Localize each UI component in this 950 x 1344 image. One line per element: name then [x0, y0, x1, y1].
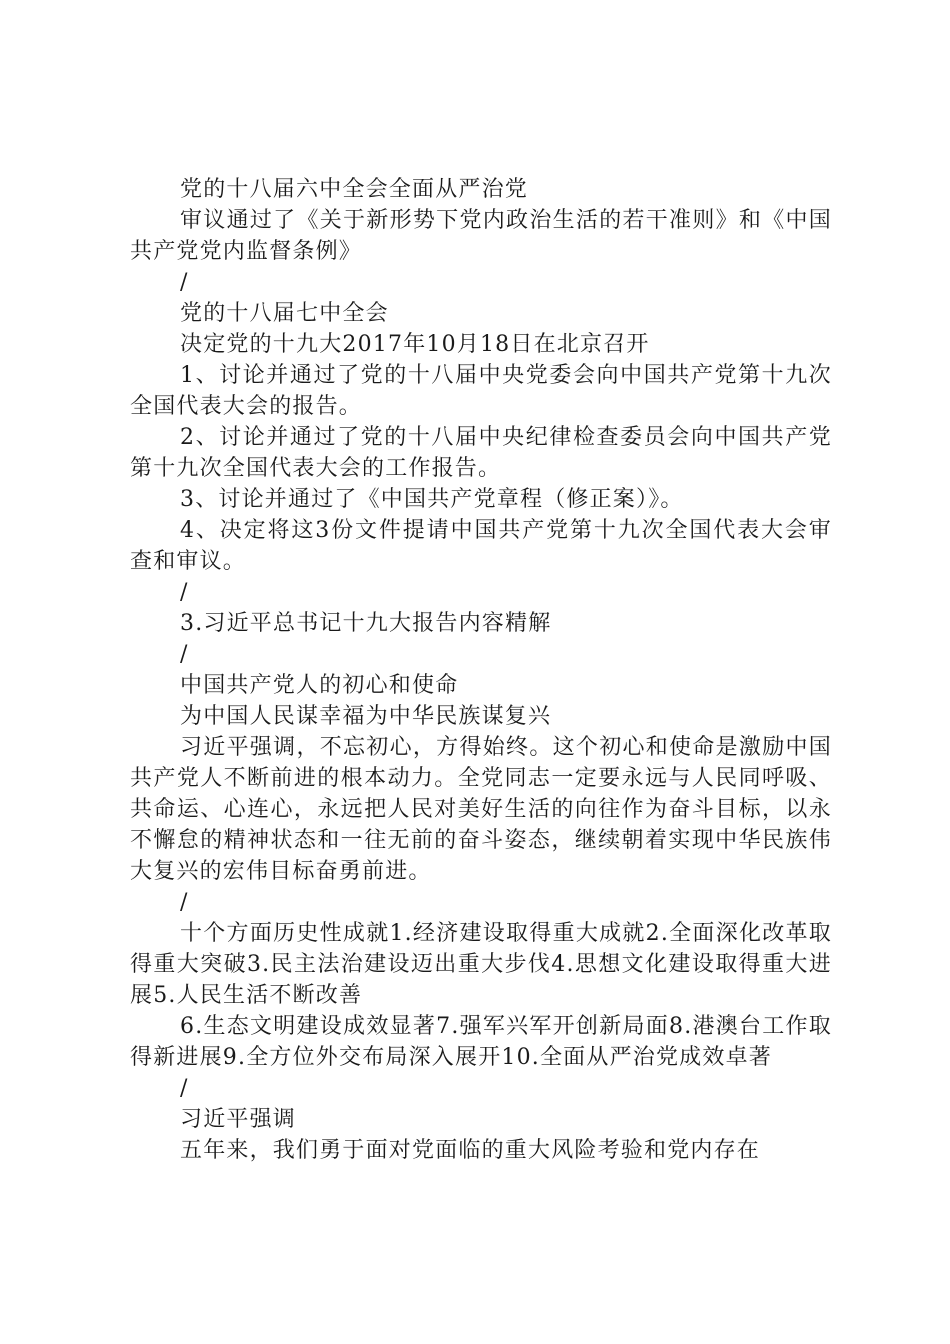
paragraph-heading-seventh-plenum: 党的十八届七中全会: [180, 301, 389, 326]
paragraph-heading-emphasis: 习近平强调: [180, 1107, 297, 1132]
paragraph-heading-sixth-plenum: 党的十八届六中全会全面从严治党: [180, 177, 529, 202]
paragraph-separator: /: [180, 270, 189, 295]
paragraph-heading-mission: 中国共产党人的初心和使命: [180, 673, 459, 698]
paragraph-item-3: 3、讨论并通过了《中国共产党章程（修正案）》。: [180, 487, 684, 512]
paragraph-item-1: 1、讨论并通过了党的十八届中央党委会向中国共产党第十九次全国代表大会的报告。: [130, 363, 832, 419]
paragraph-congress-date: 决定党的十九大2017年10月18日在北京召开: [180, 332, 650, 357]
paragraph-separator: /: [180, 890, 189, 915]
paragraph-regulations: 审议通过了《关于新形势下党内政治生活的若干准则》和《中国共产党党内监督条例》: [130, 208, 832, 264]
paragraph-item-4: 4、决定将这3份文件提请中国共产党第十九次全国代表大会审查和审议。: [130, 518, 832, 574]
paragraph-separator: /: [180, 580, 189, 605]
paragraph-separator: /: [180, 642, 189, 667]
paragraph-heading-report: 3.习近平总书记十九大报告内容精解: [180, 611, 552, 636]
paragraph-mission-slogan: 为中国人民谋幸福为中华民族谋复兴: [180, 704, 552, 729]
paragraph-achievements-2: 6.生态文明建设成效显著7.强军兴军开创新局面8.港澳台工作取得新进展9.全方位外交布局深入展开10.全面从严治党成效卓著: [130, 1014, 832, 1070]
paragraph-item-2: 2、讨论并通过了党的十八届中央纪律检查委员会向中国共产党第十九次全国代表大会的工作报告。: [130, 425, 832, 481]
paragraph-achievements-1: 十个方面历史性成就1.经济建设取得重大成就2.全面深化改革取得重大突破3.民主法治建设迈出重大步伐4.思想文化建设取得重大进展5.人民生活不断改善: [130, 921, 832, 1008]
paragraph-five-years: 五年来，我们勇于面对党面临的重大风险考验和党内存在: [180, 1138, 761, 1163]
paragraph-separator: /: [180, 1076, 189, 1101]
document-body: [130, 174, 832, 1166]
paragraph-mission-body: 习近平强调，不忘初心，方得始终。这个初心和使命是激励中国共产党人不断前进的根本动力。全党同志一定要永远与人民同呼吸、共命运、心连心，永远把人民对美好生活的向往作为奋斗目标，以永不懈怠的精神状态和一往无前的奋斗姿态，继续朝着实现中华民族伟大复兴的宏伟目标奋勇前进。: [130, 735, 832, 884]
